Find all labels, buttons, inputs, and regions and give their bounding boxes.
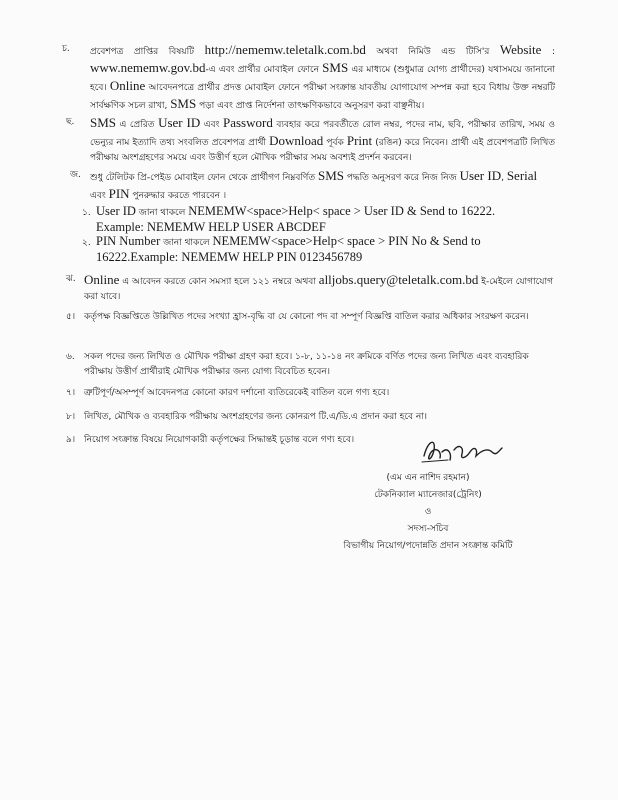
support-email[interactable]: alljobs.query@teletalk.com.bd	[318, 272, 479, 287]
para-5-label: ৫।	[66, 312, 76, 322]
signature-block	[318, 471, 538, 553]
para-chha: SMS এ প্রেরিত User ID এবং Password ব্যবহার করে পরবর্তীতে রোল নম্বর, পদের নাম, ছবি, পরীক্ষার তারিখ, সময় ও ভেন্যুর নাম ইত্যাদি তথ্য সংবলিত প্রবেশপত্র প্রার্থী Download পূর্বক Print (রঙিন) করে নিবেন। প্রার্থী এই প্রবেশপত্রটি লিখিত পরীক্ষায় অংশগ্রহণের সময়ে এবং উত্তীর্ণ হলে মৌখিক পরীক্ষার সময় অবশ্যই প্রদর্শন করবেন।	[90, 115, 556, 163]
para-5: কর্তৃপক্ষ বিজ্ঞপ্তিতে উল্লিখিত পদের সংখ্যা হ্রাস-বৃদ্ধি বা যে কোনো পদ বা সম্পূর্ণ বিজ্ঞপ্তি বাতিল করার অধিকার সংরক্ষণ করেন।	[84, 312, 529, 322]
signatory-role: সদস্য-সচিব	[407, 524, 449, 534]
signatory-title: টেকনিক্যাল ম্যানেজার(ট্রেনিং)	[374, 490, 482, 500]
signatory-name: (এম এন নাশিদ রহমান)	[386, 473, 470, 483]
committee-name: বিভাগীয় নিয়োগ/পদোন্নতি প্রদান সংক্রান্ত কমিটি	[343, 541, 513, 551]
list-item: ১.	[82, 208, 91, 218]
list-item-pin: PIN Number জানা থাকলে NEMEMW<space>Help< space > PIN No & Send to 16222.Example: NEMEMW HELP PIN 0123456789	[96, 234, 481, 264]
handwritten-signature	[418, 432, 508, 468]
list-item: ২.	[82, 238, 91, 248]
teletalk-url[interactable]: http://nememw.teletalk.com.bd	[204, 42, 366, 57]
nememw-url[interactable]: www.nememw.gov.bd	[90, 60, 206, 75]
para-chha-label: ছ.	[66, 117, 75, 127]
para-7-label: ৭।	[66, 388, 76, 398]
para-6-label: ৬.	[66, 352, 75, 362]
para-ja-label: জ.	[70, 170, 81, 180]
para-ja: শুধু টেলিটক প্রি-পেইড মোবাইল ফোন থেকে প্রার্থীগণ নিম্নবর্ণিত SMS পদ্ধতি অনুসরণ করে নিজ নিজ User ID, Serial এবং PIN পুনরুদ্ধার করতে পারবেন ।	[90, 168, 538, 201]
para-cha-label: চ.	[62, 44, 70, 54]
para-jha-label: ঝ.	[66, 274, 76, 284]
para-cha: প্রবেশপত্র প্রাপ্তির বিষয়টি http://nememw.teletalk.com.bd অথবা নিমিউ এন্ড টিসি'র Website : www.nememw.gov.bd-এ এবং প্রার্থীর মোবাইল ফোনে SMS এর মাধ্যমে (শুধুমাত্র যোগ্য প্রার্থীদের) যথাসময়ে জানানো হবে। Online আবেদনপত্রে প্রার্থীর প্রদত্ত মোবাইল ফোনে পরীক্ষা সংক্রান্ত যাবতীয় যোগাযোগ সম্পন্ন করা হবে বিধায় উক্ত নম্বরটি সার্বক্ষণিক সচল রাখা, SMS পড়া এবং প্রাপ্ত নির্দেশনা তাৎক্ষণিকভাবে অনুসরণ করা বাঞ্ছনীয়।	[90, 42, 555, 111]
list-item-userid: User ID জানা থাকলে NEMEMW<space>Help< space > User ID & Send to 16222. Example: NEMEMW HELP USER ABCDEF	[96, 204, 496, 234]
para-8: লিখিত, মৌখিক ও ব্যবহারিক পরীক্ষায় অংশগ্রহণের জন্য কোনরূপ টি.এ/ডি.এ প্রদান করা হবে না।	[84, 412, 428, 422]
para-9-label: ৯।	[66, 435, 76, 445]
para-8-label: ৮।	[66, 412, 76, 422]
para-7: ত্রুটিপূর্ণ/অসম্পূর্ণ আবেদনপত্র কোনো কারণ দর্শানো ব্যতিরেকেই বাতিল বলে গণ্য হবে।	[84, 388, 390, 398]
signatory-and: ও	[424, 507, 432, 517]
para-9: নিয়োগ সংক্রান্ত বিষয়ে নিয়োগকারী কর্তৃপক্ষের সিদ্ধান্তই চূড়ান্ত বলে গণ্য হবে।	[84, 435, 355, 445]
para-jha: Online এ আবেদন করতে কোন সমস্যা হলে ১২১ নম্বরে অথবা alljobs.query@teletalk.com.bd ই-মেইলে যোগাযোগ করা যাবে।	[84, 272, 553, 302]
para-6: সকল পদের জন্য লিখিত ও মৌখিক পরীক্ষা গ্রহণ করা হবে। ১-৮, ১১-১৪ নং ক্রমিকে বর্ণিত পদের জন্য লিখিত এবং ব্যবহারিক পরীক্ষায় উত্তীর্ণ প্রার্থীরাই মৌখিক পরীক্ষার জন্য যোগ্য বিবেচিত হবেন।	[84, 352, 529, 377]
